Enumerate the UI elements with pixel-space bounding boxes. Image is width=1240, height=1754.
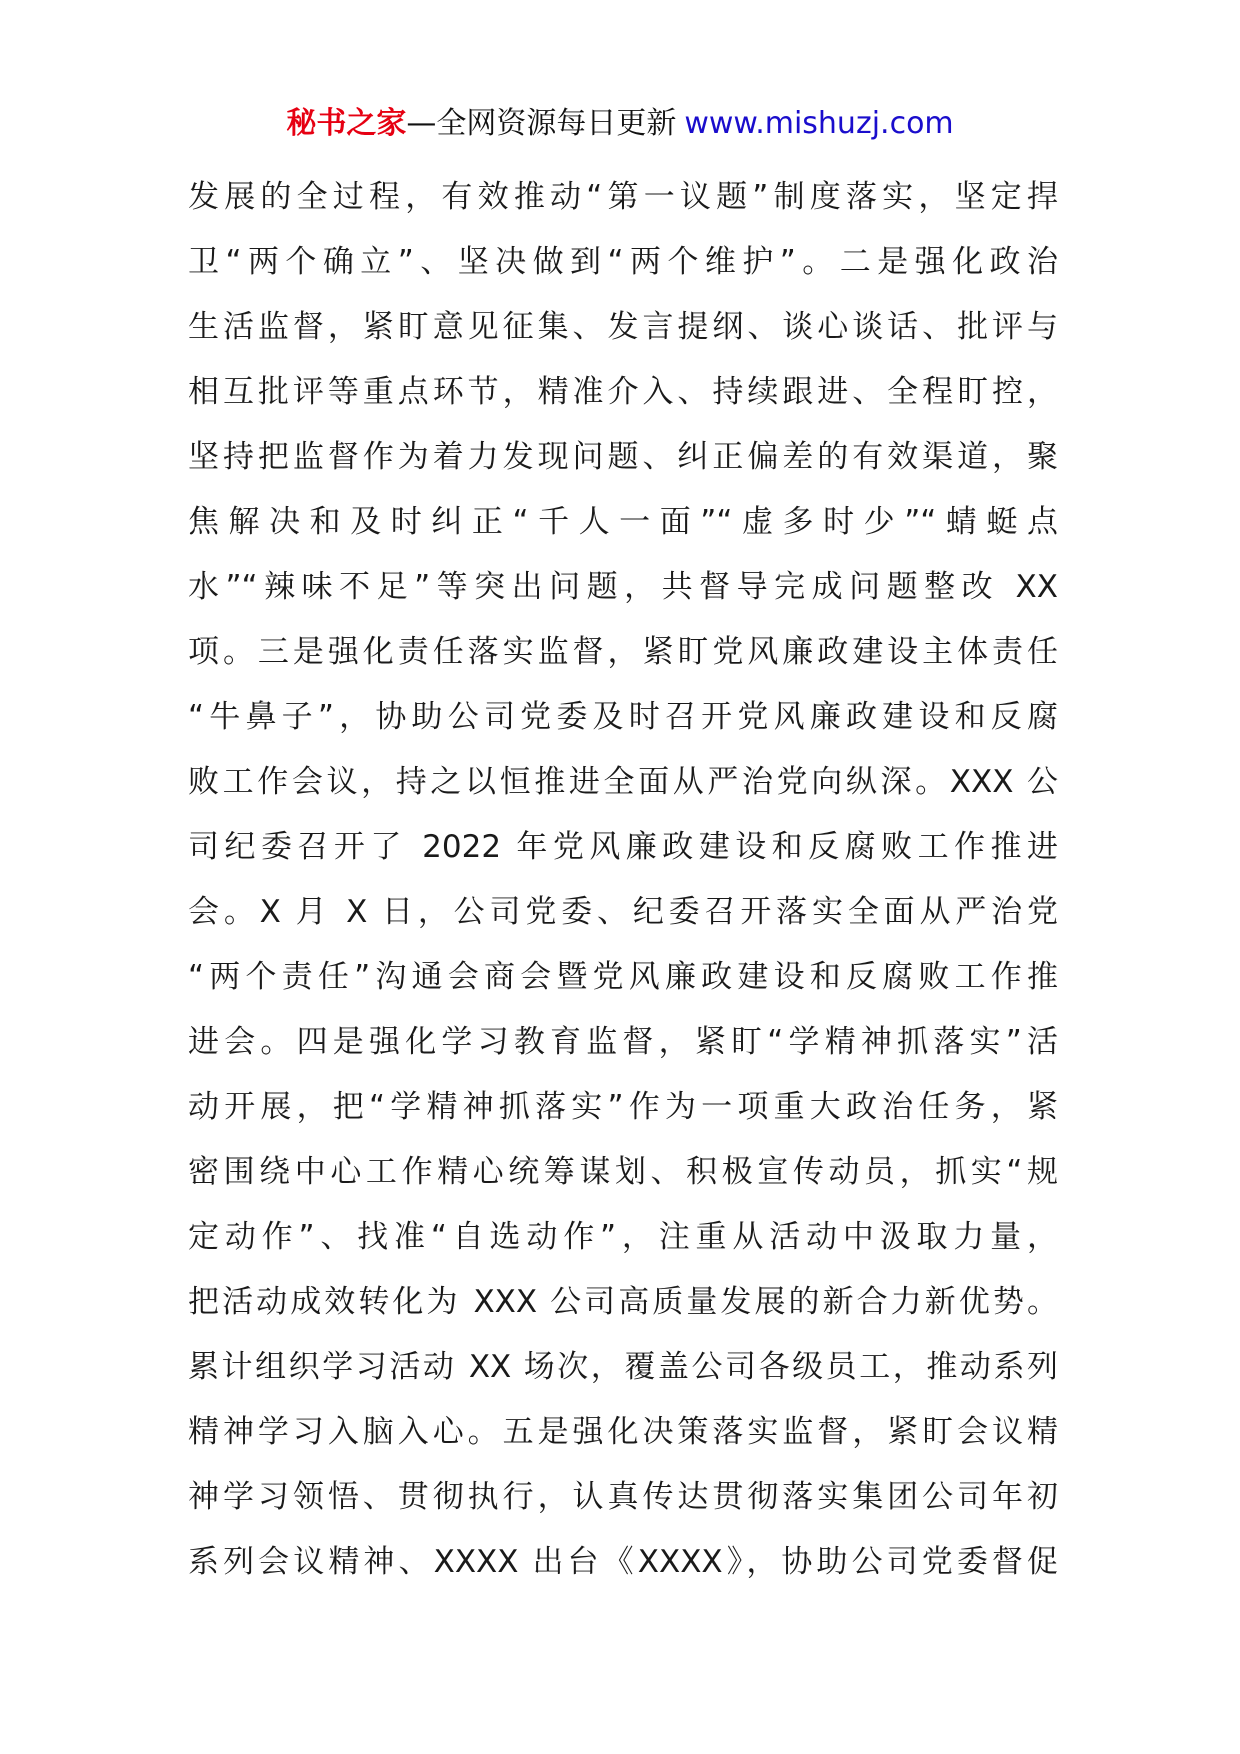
text-line: 会。X 月 X 日，公司党委、纪委召开落实全面从严治党 — [188, 894, 1058, 930]
text-line: 把活动成效转化为 XXX 公司高质量发展的新合力新优势。 — [188, 1284, 1058, 1320]
text-line: 动开展，把“学精神抓落实”作为一项重大政治任务，紧 — [188, 1089, 1058, 1125]
text-line: 系列会议精神、XXXX 出台《XXXX》，协助公司党委督促 — [188, 1544, 1058, 1580]
text-line: 项。三是强化责任落实监督，紧盯党风廉政建设主体责任 — [188, 634, 1058, 670]
site-tagline: —全网资源每日更新 — [406, 106, 677, 141]
text-line: “牛鼻子”，协助公司党委及时召开党风廉政建设和反腐 — [188, 699, 1058, 735]
text-line: “两个责任”沟通会商会暨党风廉政建设和反腐败工作推 — [188, 959, 1058, 995]
text-line: 累计组织学习活动 XX 场次，覆盖公司各级员工，推动系列 — [188, 1349, 1058, 1385]
text-line: 密围绕中心工作精心统筹谋划、积极宣传动员，抓实“规 — [188, 1154, 1058, 1190]
text-line: 水”“辣味不足”等突出问题，共督导完成问题整改 XX — [188, 569, 1058, 605]
text-line: 坚持把监督作为着力发现问题、纠正偏差的有效渠道，聚 — [188, 439, 1058, 475]
text-line: 败工作会议，持之以恒推进全面从严治党向纵深。XXX 公 — [188, 764, 1058, 800]
text-line: 相互批评等重点环节，精准介入、持续跟进、全程盯控， — [188, 374, 1058, 410]
text-line: 焦解决和及时纠正“千人一面”“虚多时少”“蜻蜓点 — [188, 504, 1058, 540]
body-text — [188, 165, 1058, 1595]
text-line: 定动作”、找准“自选动作”，注重从活动中汲取力量， — [188, 1219, 1058, 1255]
text-line: 精神学习入脑入心。五是强化决策落实监督，紧盯会议精 — [188, 1414, 1058, 1450]
text-line: 司纪委召开了 2022 年党风廉政建设和反腐败工作推进 — [188, 829, 1058, 865]
site-header — [0, 100, 1240, 148]
site-url-link[interactable]: www.mishuzj.com — [684, 106, 954, 141]
text-line: 进会。四是强化学习教育监督，紧盯“学精神抓落实”活 — [188, 1024, 1058, 1060]
text-line: 卫“两个确立”、坚决做到“两个维护”。二是强化政治 — [188, 244, 1058, 280]
text-line: 生活监督，紧盯意见征集、发言提纲、谈心谈话、批评与 — [188, 309, 1058, 345]
site-name: 秘书之家 — [286, 106, 407, 141]
text-line: 发展的全过程，有效推动“第一议题”制度落实，坚定捍 — [188, 179, 1058, 215]
text-line: 神学习领悟、贯彻执行，认真传达贯彻落实集团公司年初 — [188, 1479, 1058, 1515]
